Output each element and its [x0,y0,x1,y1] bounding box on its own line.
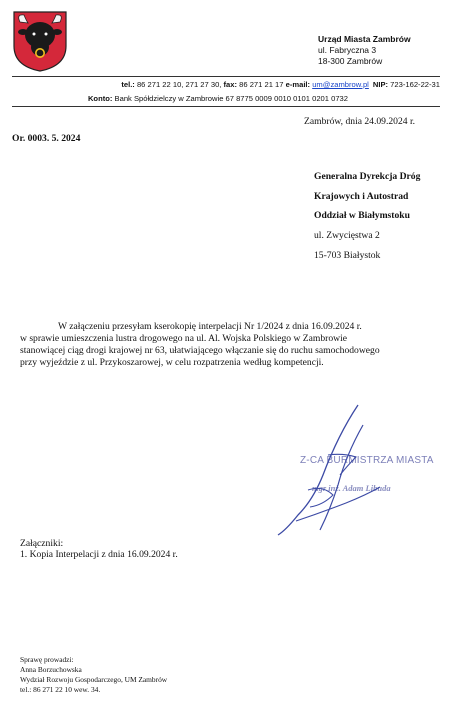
reference-number: Or. 0003. 5. 2024 [12,133,81,144]
signature-stamp-title: Z-CA BURMISTRZA MIASTA [300,455,434,466]
attachment-item-1: 1. Kopia Interpelacji z dnia 16.09.2024 r. [20,549,178,560]
place-date: Zambrów, dnia 24.09.2024 r. [304,116,416,127]
nip-label: NIP: [372,80,389,89]
recipient-line-5: 15-703 Białystok [314,250,381,261]
recipient-line-4: ul. Zwycięstwa 2 [314,230,380,241]
body-line-4: przy wyjeździe z ul. Przykoszarowej, w celu rozpatrzenia według kompetencji. [20,357,324,368]
handwritten-signature [268,395,388,545]
account-value: Bank Spółdzielczy w Zambrowie 67 8775 0009 0010 0101 0201 0732 [112,94,348,103]
attachments-label: Załączniki: [20,538,64,549]
office-street: ul. Fabryczna 3 [318,45,377,55]
tel-label: tel.: [121,80,135,89]
bison-head-crest-icon [12,10,68,72]
recipient-line-2: Krajowych i Autostrad [314,191,409,202]
email-label: e-mail: [285,80,311,89]
recipient-line-1: Generalna Dyrekcja Dróg [314,171,421,182]
office-city: 18-300 Zambrów [318,56,383,66]
office-name: Urząd Miasta Zambrów [318,34,411,44]
header-rule-bottom [12,106,440,107]
footer-department: Wydział Rozwoju Gospodarczego, UM Zambrów [20,675,168,684]
bank-account-line [12,94,440,103]
body-line-1: W załączeniu przesyłam kserokopię interpelacji Nr 1/2024 z dnia 16.09.2024 r. [58,321,362,332]
tel-value: 86 271 22 10, 271 27 30, [134,80,224,89]
nip-value: 723-162-22-31 [388,80,440,89]
fax-value: 86 271 21 17 [237,80,286,89]
email-link[interactable]: um@zambrow.pl [312,80,369,89]
recipient-line-3: Oddział w Białymstoku [314,210,410,221]
office-address-block [318,34,411,67]
fax-label: fax: [223,80,238,89]
footer-handler-name: Anna Borzuchowska [20,665,82,674]
contact-line [12,80,440,89]
body-line-2: w sprawie umieszczenia lustra drogowego na ul. Al. Wojska Polskiego w Zambrowie [20,333,348,344]
account-label: Konto: [87,94,113,103]
footer-case-handler-label: Sprawę prowadzi: [20,655,74,664]
header-rule-top [12,76,440,77]
signature-stamp-name: mgr inż. Adam Libuda [312,483,391,493]
body-line-3: stanowiącej ciąg drogi krajowej nr 63, ułatwiającego włączanie się do ruchu samochodowego [20,345,380,356]
footer-phone: tel.: 86 271 22 10 wew. 34. [20,685,101,694]
